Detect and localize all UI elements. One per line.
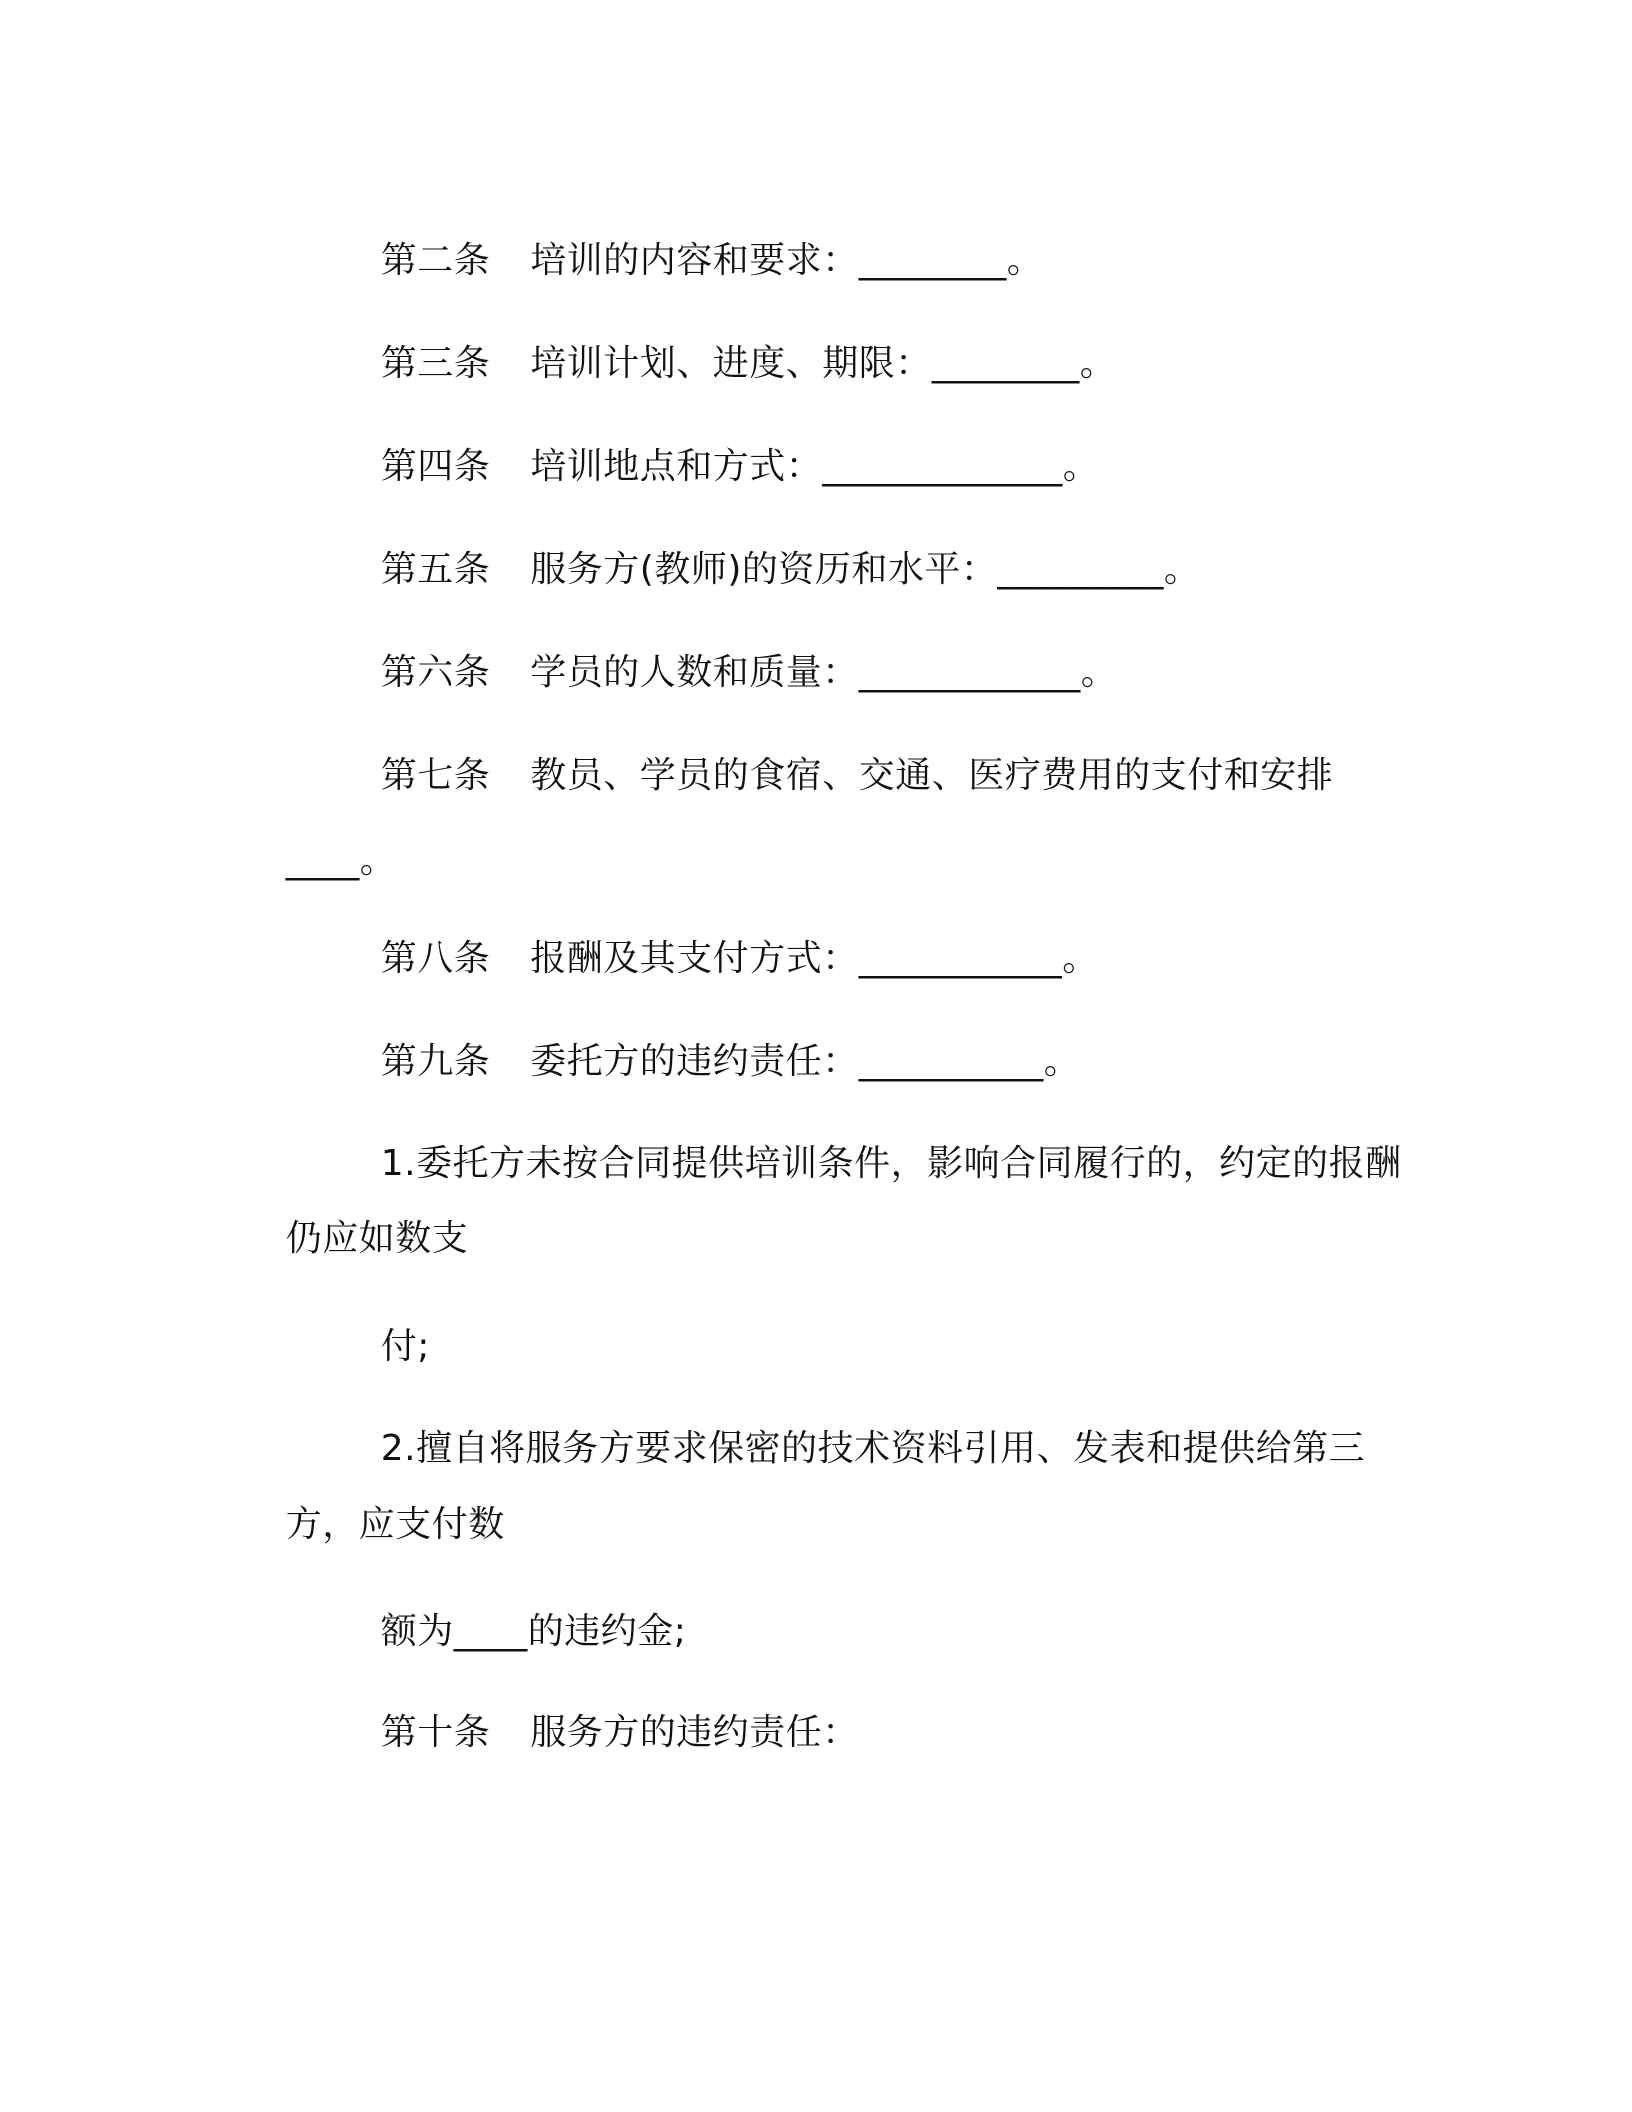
clause-text: 学员的人数和质量：____________。 xyxy=(530,652,1118,693)
item-text: 1.委托方未按合同提供培训条件，影响合同履行的，约定的报酬 xyxy=(380,1143,1402,1184)
clause-text: 培训地点和方式：_____________。 xyxy=(530,446,1100,487)
clause-label: 第三条 xyxy=(380,343,491,384)
item-text: 仍应如数支 xyxy=(285,1218,469,1259)
clause-label: 第九条 xyxy=(380,1041,491,1082)
clause-label: 第五条 xyxy=(380,549,491,590)
item-text: 2.擅自将服务方要求保密的技术资料引用、发表和提供给第三 xyxy=(380,1428,1366,1469)
item-text: 付; xyxy=(380,1326,430,1367)
clause-text: 报酬及其支付方式：___________。 xyxy=(530,938,1099,979)
clause-label: 第十条 xyxy=(380,1712,491,1753)
clause-7 xyxy=(333,710,1333,842)
clause-text: 服务方(教师)的资历和水平：_________。 xyxy=(530,549,1201,590)
clause-text: 培训的内容和要求：________。 xyxy=(530,240,1044,281)
clause-label: 第七条 xyxy=(380,755,491,796)
clause-text: 服务方的违约责任： xyxy=(530,1712,859,1753)
item-1 xyxy=(333,1098,1402,1230)
clause-label: 第四条 xyxy=(380,446,491,487)
clause-label: 第六条 xyxy=(380,652,491,693)
clause-text: ____。 xyxy=(285,840,397,881)
clause-10 xyxy=(333,1667,859,1799)
clause-label: 第八条 xyxy=(380,938,491,979)
clause-text: 教员、学员的食宿、交通、医疗费用的支付和安排 xyxy=(530,755,1334,796)
clause-text: 培训计划、进度、期限：________。 xyxy=(530,343,1117,384)
clause-text: 委托方的违约责任：__________。 xyxy=(530,1041,1081,1082)
clause-label: 第二条 xyxy=(380,240,491,281)
item-text: 方，应支付数 xyxy=(285,1504,505,1545)
item-text: 额为____的违约金; xyxy=(380,1611,687,1652)
